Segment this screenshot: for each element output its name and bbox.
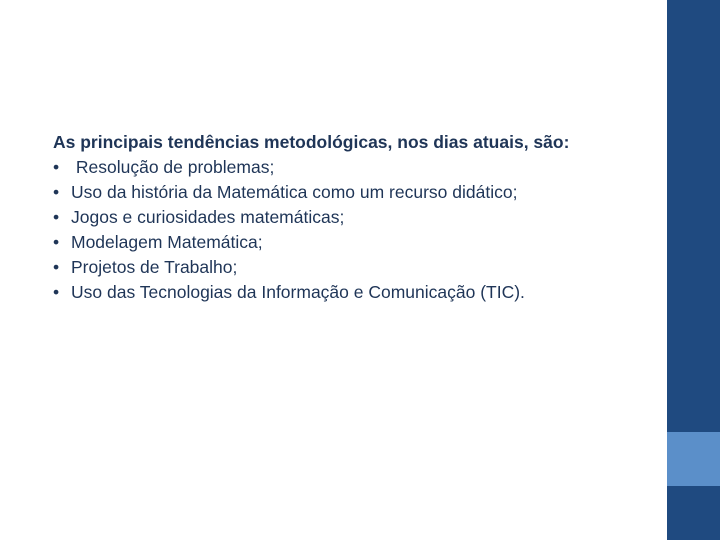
decorative-sidebar [667, 0, 720, 540]
bullet-dot-icon: • [53, 157, 60, 177]
bullet-dot-icon: • [53, 282, 60, 302]
bullet-item [53, 230, 643, 255]
bullet-item [53, 255, 643, 280]
bullet-dot-icon: • [53, 182, 60, 202]
slide-body [53, 130, 643, 305]
bullet-dot-icon: • [53, 232, 60, 252]
bullet-text: Projetos de Trabalho; [71, 257, 238, 277]
bullet-item [53, 155, 643, 180]
bullet-text: Uso das Tecnologias da Informação e Comunicação (TIC). [71, 282, 525, 302]
bullet-text: Uso da história da Matemática como um recurso didático; [71, 182, 518, 202]
slide-heading: As principais tendências metodológicas, nos dias atuais, são: [53, 132, 570, 152]
bullet-dot-icon: • [53, 207, 60, 227]
bullet-list [53, 155, 643, 305]
bullet-text: Modelagem Matemática; [71, 232, 263, 252]
bullet-text: Resolução de problemas; [71, 157, 275, 177]
bullet-text: Jogos e curiosidades matemáticas; [71, 207, 345, 227]
sidebar-accent-block [667, 432, 720, 486]
bullet-item [53, 180, 643, 205]
bullet-item [53, 205, 643, 230]
bullet-dot-icon: • [53, 257, 60, 277]
bullet-item [53, 280, 643, 305]
